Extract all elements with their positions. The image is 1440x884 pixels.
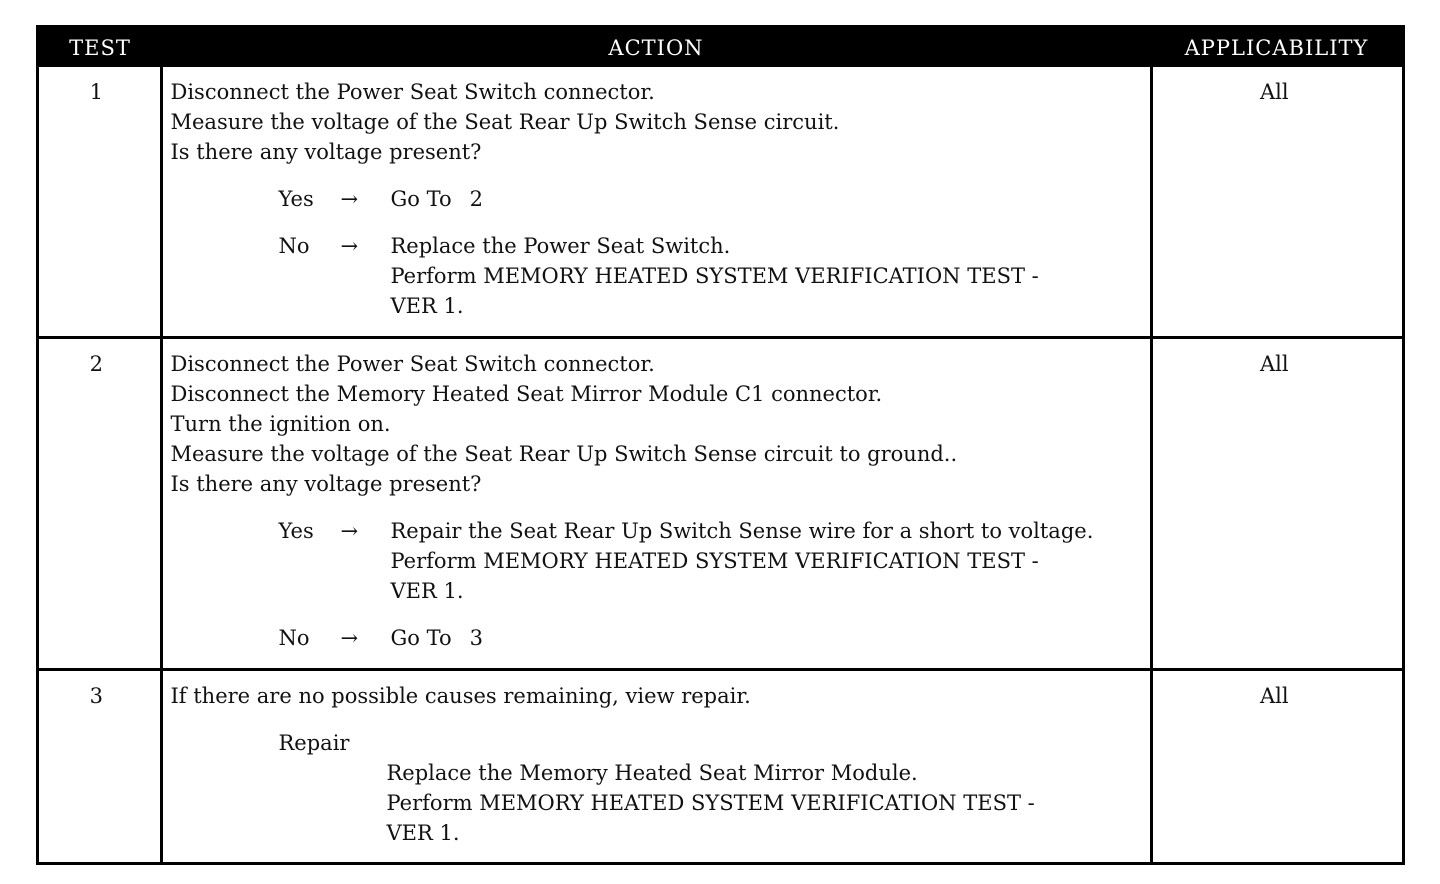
goto-number: 2 (469, 187, 483, 211)
header-row (39, 28, 1402, 67)
test-row-3 (39, 669, 1402, 862)
goto-label: Go To (390, 625, 452, 650)
header-action: ACTION (161, 28, 1151, 67)
action-step: Measure the voltage of the Seat Rear Up Switch Sense circuit. (170, 110, 840, 134)
action-step: Measure the voltage of the Seat Rear Up Switch Sense circuit to ground.. (170, 441, 958, 466)
action-cell (161, 67, 1151, 337)
test-number: 2 (39, 337, 161, 669)
repair-step: Perform MEMORY HEATED SYSTEM VERIFICATION TEST - (386, 790, 1035, 815)
result-step: VER 1. (390, 578, 464, 603)
test-number: 1 (39, 67, 161, 337)
right-arrow-icon: → (340, 518, 359, 543)
action-step: Disconnect the Power Seat Switch connector. (170, 351, 655, 376)
header-applicability: APPLICABILITY (1151, 28, 1402, 67)
result-step: Replace the Power Seat Switch. (390, 234, 731, 258)
no-label: No (278, 625, 310, 650)
no-result (279, 623, 1146, 653)
right-arrow-icon: → (340, 187, 359, 211)
yes-result-text (391, 516, 1146, 606)
no-result (279, 231, 1146, 321)
goto-link[interactable] (391, 184, 1146, 214)
test-row-2 (39, 337, 1402, 669)
result-step: VER 1. (390, 294, 464, 318)
yes-result (279, 184, 1146, 214)
repair-block (279, 728, 1146, 848)
action-step: If there are no possible causes remaining, view repair. (170, 683, 751, 708)
test-number: 3 (39, 669, 161, 862)
result-step: Repair the Seat Rear Up Switch Sense wire for a short to voltage. (390, 518, 1094, 543)
applicability-cell: All (1151, 337, 1402, 669)
goto-link[interactable] (391, 623, 1146, 653)
repair-label: Repair (278, 730, 350, 755)
goto-number: 3 (469, 625, 483, 650)
action-cell (161, 337, 1151, 669)
action-question: Is there any voltage present? (170, 140, 482, 164)
repair-step: Replace the Memory Heated Seat Mirror Module. (386, 760, 918, 785)
action-step: Turn the ignition on. (170, 411, 391, 436)
right-arrow-icon: → (340, 625, 359, 650)
header-test: TEST (39, 28, 161, 67)
right-arrow-icon: → (340, 234, 359, 258)
yes-label: Yes (278, 187, 314, 211)
test-row-1 (39, 67, 1402, 337)
action-step: Disconnect the Power Seat Switch connector. (170, 80, 655, 104)
yes-label: Yes (278, 518, 314, 543)
repair-steps (387, 758, 1146, 848)
applicability-cell: All (1259, 80, 1289, 104)
no-label: No (278, 234, 310, 258)
result-step: Perform MEMORY HEATED SYSTEM VERIFICATION TEST - (390, 548, 1039, 573)
no-result-text (391, 231, 1146, 321)
repair-step: VER 1. (386, 820, 460, 845)
result-step: Perform MEMORY HEATED SYSTEM VERIFICATION TEST - (390, 264, 1039, 288)
test-table (39, 28, 1402, 862)
action-question: Is there any voltage present? (170, 471, 482, 496)
action-step: Disconnect the Memory Heated Seat Mirror Module C1 connector. (170, 381, 883, 406)
action-cell (161, 669, 1151, 862)
applicability-cell: All (1151, 669, 1402, 862)
yes-result (279, 516, 1146, 606)
goto-label: Go To (390, 187, 452, 211)
diagnostic-test-table (36, 25, 1405, 865)
